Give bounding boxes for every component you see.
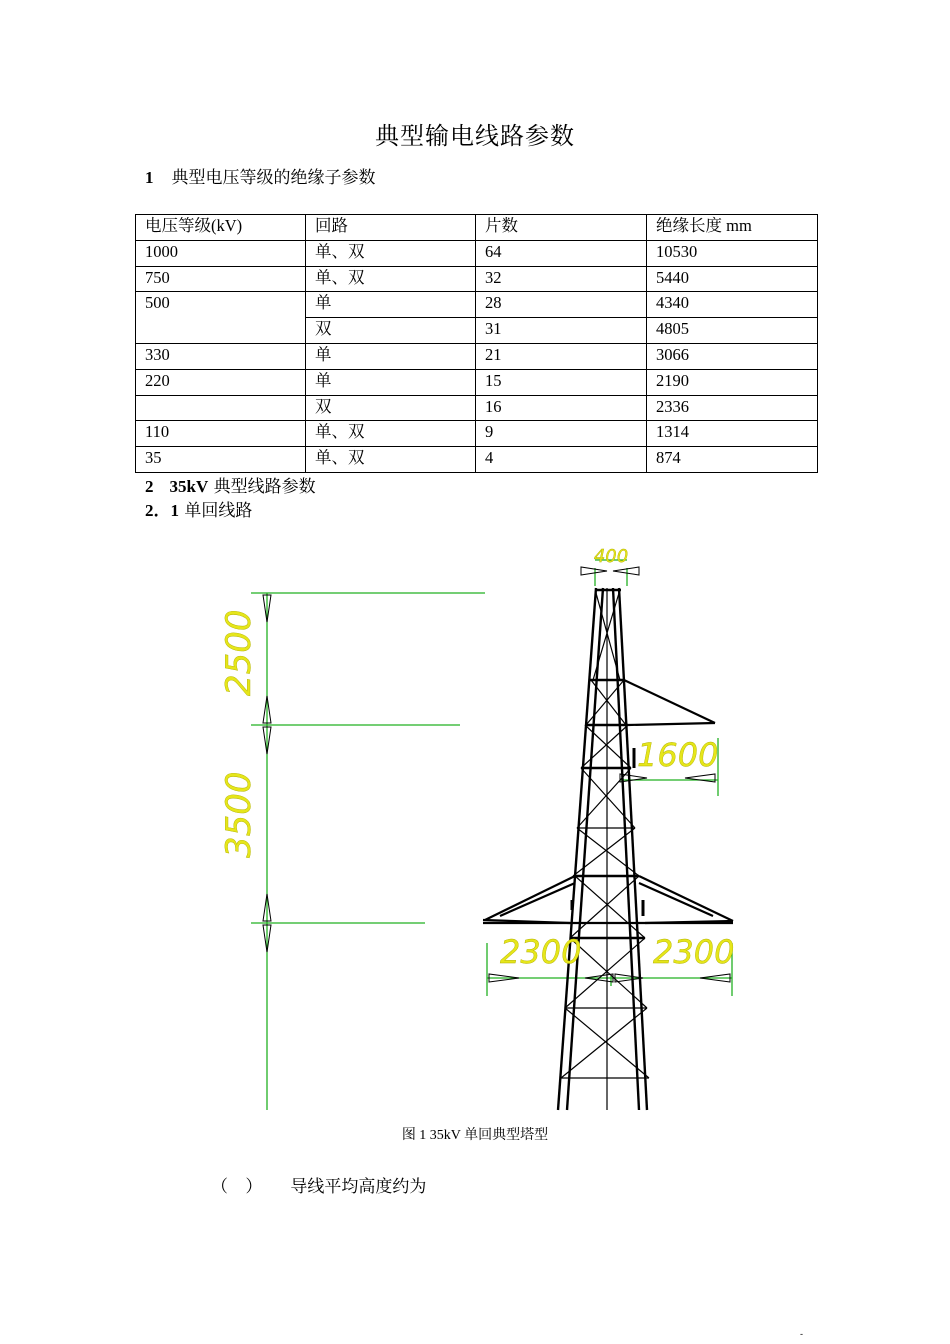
table-row xyxy=(136,395,818,421)
table-cell: 10530 xyxy=(647,240,818,266)
table-header-cell: 回路 xyxy=(306,215,476,241)
section-2-1-heading xyxy=(145,496,252,521)
table-cell: 21 xyxy=(476,343,647,369)
table-row xyxy=(136,421,818,447)
table-cell: 750 xyxy=(136,266,306,292)
question-text: 导线平均高度约为 xyxy=(290,1177,427,1197)
table-cell: 330 xyxy=(136,343,306,369)
table-cell: 单 xyxy=(306,369,476,395)
table-cell: 28 xyxy=(476,292,647,318)
table-cell: 2190 xyxy=(647,369,818,395)
table-row xyxy=(136,318,818,344)
crossarms xyxy=(483,680,733,923)
table-cell: 32 xyxy=(476,266,647,292)
question-line xyxy=(211,1172,426,1197)
table-cell: 9 xyxy=(476,421,647,447)
table-cell: 15 xyxy=(476,369,647,395)
table-cell: 110 xyxy=(136,421,306,447)
table-row xyxy=(136,447,818,473)
dim-arm-right: 2300 xyxy=(653,933,735,971)
table-cell: 874 xyxy=(647,447,818,473)
table-cell: 220 xyxy=(136,369,306,395)
table-header-cell: 绝缘长度 mm xyxy=(647,215,818,241)
insulator-parameter-table xyxy=(135,214,818,473)
table-row xyxy=(136,343,818,369)
dimension-lines xyxy=(251,560,735,1110)
table-cell: 1314 xyxy=(647,421,818,447)
dim-upper-height: 2500 xyxy=(219,609,259,696)
dim-arm-left: 2300 xyxy=(500,933,582,971)
table-cell: 500 xyxy=(136,292,306,318)
table-header-cell: 片数 xyxy=(476,215,647,241)
table-cell: 单 xyxy=(306,292,476,318)
dim-top-width: 400 xyxy=(593,546,629,567)
table-header-cell: 电压等级(kV) xyxy=(136,215,306,241)
table-cell: 单 xyxy=(306,343,476,369)
table-cell: 5440 xyxy=(647,266,818,292)
dimension-labels xyxy=(219,546,734,971)
section-title: 典型电压等级的绝缘子参数 xyxy=(171,168,376,188)
table-cell xyxy=(136,318,306,344)
table-cell: 1000 xyxy=(136,240,306,266)
answer-blank: （ ） xyxy=(211,1177,269,1197)
voltage-label: 35kV xyxy=(169,477,209,496)
table-cell: 64 xyxy=(476,240,647,266)
table-header-row xyxy=(136,215,818,241)
table-row xyxy=(136,240,818,266)
section-number: 1 xyxy=(145,168,154,187)
table-cell: 3066 xyxy=(647,343,818,369)
dim-lower-height: 3500 xyxy=(219,771,259,858)
section-number: 2 xyxy=(145,477,154,496)
dim-arm-upper: 1600 xyxy=(637,736,719,774)
table-row xyxy=(136,292,818,318)
table-cell: 16 xyxy=(476,395,647,421)
table-cell xyxy=(136,395,306,421)
figure-caption: 图 1 35kV 单回典型塔型 xyxy=(401,1128,549,1143)
table-cell: 4 xyxy=(476,447,647,473)
section-number: 2．1 xyxy=(145,501,179,520)
table-row xyxy=(136,266,818,292)
section-2-heading xyxy=(145,472,316,497)
table-cell: 单、双 xyxy=(306,266,476,292)
page-mark: - xyxy=(800,1330,804,1340)
section-title: 典型线路参数 xyxy=(213,477,316,497)
table-cell: 31 xyxy=(476,318,647,344)
table-cell: 4805 xyxy=(647,318,818,344)
table-cell: 4340 xyxy=(647,292,818,318)
table-cell: 单、双 xyxy=(306,421,476,447)
table-cell: 35 xyxy=(136,447,306,473)
table-cell: 单、双 xyxy=(306,240,476,266)
table-cell: 单、双 xyxy=(306,447,476,473)
table-cell: 双 xyxy=(306,318,476,344)
table-cell: 双 xyxy=(306,395,476,421)
table-row xyxy=(136,369,818,395)
table-cell: 2336 xyxy=(647,395,818,421)
tower-drawing xyxy=(215,538,745,1113)
page-title: 典型输电线路参数 xyxy=(375,122,575,150)
section-1-heading xyxy=(145,163,376,188)
section-title: 单回线路 xyxy=(184,501,253,521)
tower-structure xyxy=(558,588,647,1110)
